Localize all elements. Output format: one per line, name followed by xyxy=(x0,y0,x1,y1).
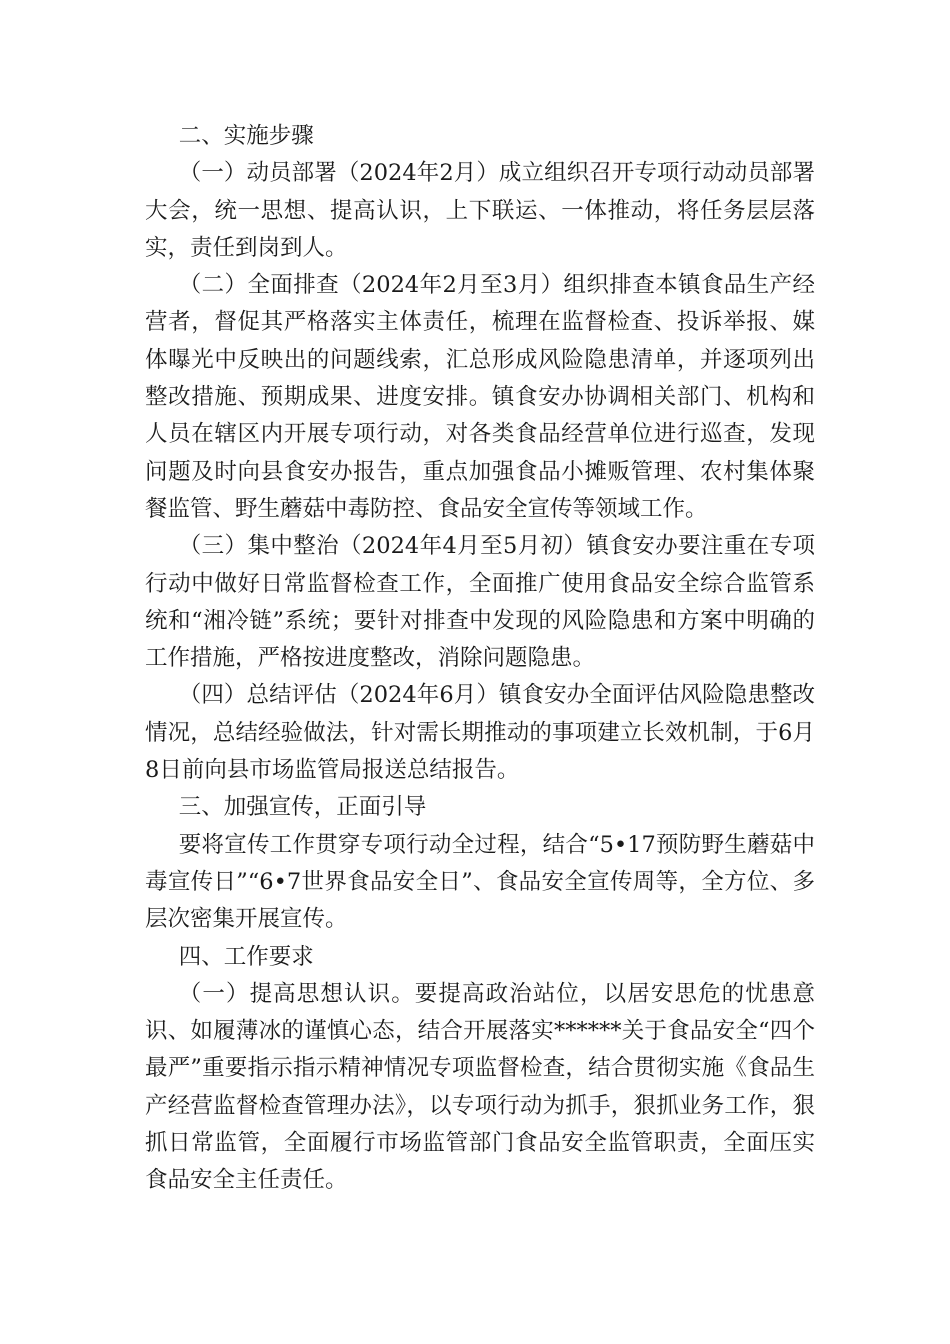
paragraph-comprehensive-inspection: （二）全面排查（2024年2月至3月）组织排查本镇食品生产经营者，督促其严格落实主体责任，梳理在监督检查、投诉举报、媒体曝光中反映出的问题线索，汇总形成风险隐患清单，并逐项列出整改措施、预期成果、进度安排。镇食安办协调相关部门、机构和人员在辖区内开展专项行动，对各类食品经营单位进行巡查，发现问题及时向县食安办报告，重点加强食品小摊贩管理、农村集体聚餐监管、野生蘑菇中毒防控、食品安全宣传等领域工作。 xyxy=(145,272,815,522)
paragraph-centralized-rectification: （三）集中整治（2024年4月至5月初）镇食安办要注重在专项行动中做好日常监督检查工作，全面推广使用食品安全综合监管系统和“湘冷链”系统；要针对排查中发现的风险隐患和方案中明确的工作措施，严格按进度整改，消除问题隐患。 xyxy=(145,533,815,672)
section-heading-work-requirements: 四、工作要求 xyxy=(178,943,314,970)
paragraph-publicity: 要将宣传工作贯穿专项行动全过程，结合“5•17预防野生蘑菇中毒宣传日”“6•7世界食品安全日”、食品安全宣传周等，全方位、多层次密集开展宣传。 xyxy=(145,831,815,933)
paragraph-summary-evaluation: （四）总结评估（2024年6月）镇食安办全面评估风险隐患整改情况，总结经验做法，针对需长期推动的事项建立长效机制，于6月8日前向县市场监管局报送总结报告。 xyxy=(145,682,815,784)
paragraph-raise-awareness: （一）提高思想认识。要提高政治站位，以居安思危的忧患意识、如履薄冰的谨慎心态，结合开展落实******关于食品安全“四个最严”重要指示指示精神情况专项监督检查，结合贯彻实施《食品生产经营监督检查管理办法》，以专项行动为抓手，狠抓业务工作，狠抓日常监管，全面履行市场监管部门食品安全监管职责，全面压实食品安全主任责任。 xyxy=(145,980,815,1194)
section-heading-implementation-steps: 二、实施步骤 xyxy=(178,123,314,149)
paragraph-mobilization: （一）动员部署（2024年2月）成立组织召开专项行动动员部署大会，统一思想、提高认识，上下联运、一体推动，将任务层层落实，责任到岗到人。 xyxy=(145,160,815,261)
section-heading-publicity: 三、加强宣传，正面引导 xyxy=(178,794,427,821)
document-body xyxy=(145,118,815,1200)
